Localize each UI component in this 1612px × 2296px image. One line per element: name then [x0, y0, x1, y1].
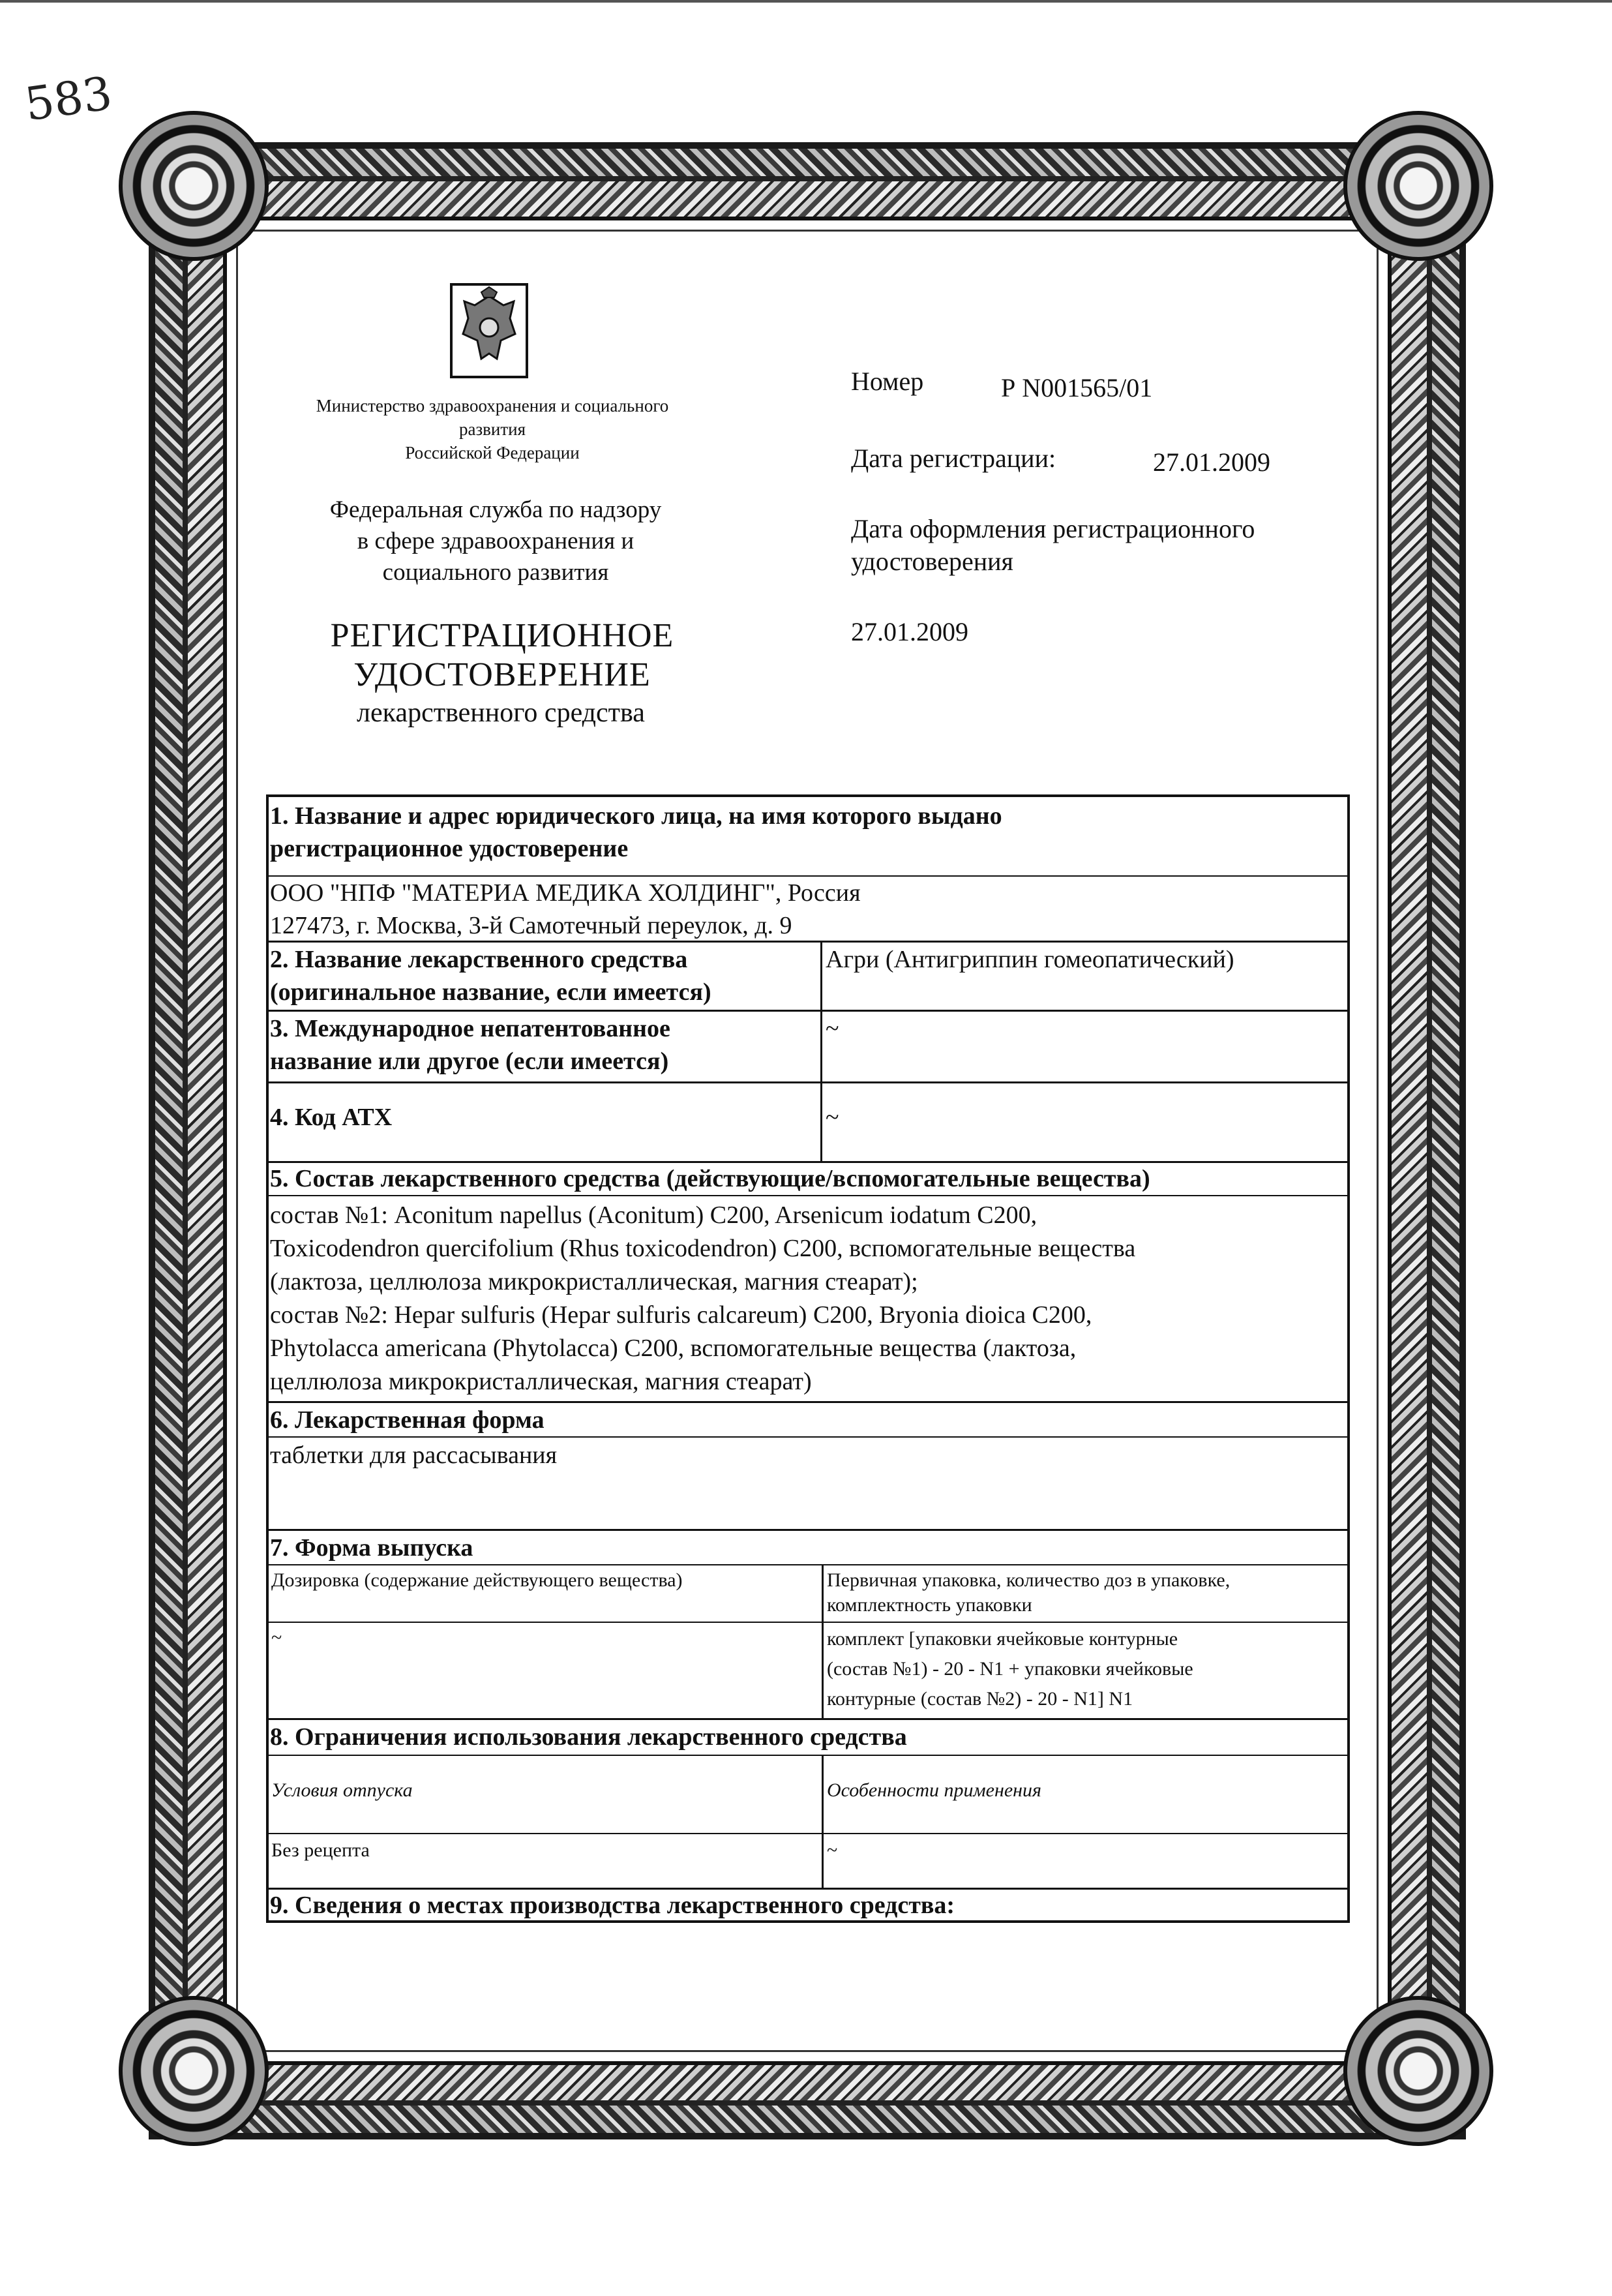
ministry-name — [316, 394, 668, 464]
heading-line: название или другое (если имеется) — [270, 1048, 669, 1075]
dosage-column-header: Дозировка (содержание действующего вещества) — [271, 1569, 683, 1591]
value-line: 127473, г. Москва, 3-й Самотечный переулок, д. 9 — [270, 912, 792, 939]
composition-line: целлюлоза микрокристаллическая, магния стеарат) — [270, 1368, 812, 1395]
packaging-line: комплект [упаковки ячейковые контурные — [827, 1628, 1178, 1650]
composition-line: состав №2: Hepar sulfuris (Hepar sulfuris calcareum) C200, Bryonia dioica C200, — [270, 1301, 1092, 1329]
document-subtitle: лекарственного средства — [357, 698, 645, 728]
section-4-heading: 4. Код АТХ — [270, 1104, 393, 1131]
section-7-heading: 7. Форма выпуска — [270, 1534, 473, 1562]
header-line: Первичная упаковка, количество доз в упаковке, — [827, 1569, 1231, 1591]
section-9-heading: 9. Сведения о местах производства лекарственного средства: — [270, 1892, 955, 1919]
composition-line: состав №1: Aconitum napellus (Aconitum) C200, Arsenicum iodatum C200, — [270, 1201, 1037, 1229]
section-1-heading — [270, 800, 1002, 865]
ministry-line: Министерство здравоохранения и социального — [316, 396, 669, 415]
dosage-value: ~ — [271, 1627, 282, 1648]
title-line: РЕГИСТРАЦИОННОЕ — [330, 617, 674, 654]
section-1-value — [270, 877, 861, 942]
issue-date-label — [851, 513, 1255, 578]
packaging-column-header — [827, 1568, 1230, 1618]
issue-label-line: Дата оформления регистрационного — [851, 514, 1255, 543]
usage-specifics-header: Особенности применения — [827, 1779, 1041, 1801]
heading-line: (оригинальное название, если имеется) — [270, 978, 711, 1006]
value-line: ООО "НПФ "МАТЕРИА МЕДИКА ХОЛДИНГ", Россия — [270, 879, 861, 907]
issue-date-value: 27.01.2009 — [851, 617, 968, 646]
section-2-value: Агри (Антигриппин гомеопатический) — [826, 946, 1234, 973]
issue-label-line: удостоверения — [851, 547, 1013, 576]
service-line: социального развития — [382, 559, 609, 586]
section-3-value: ~ — [826, 1015, 839, 1042]
section-5-heading: 5. Состав лекарственного средства (действующие/вспомогательные вещества) — [270, 1165, 1150, 1192]
section-3-heading — [270, 1012, 670, 1078]
dispensing-conditions-header: Условия отпуска — [271, 1779, 413, 1801]
title-line: УДОСТОВЕРЕНИЕ — [353, 656, 651, 693]
corner-rosette-bottom-right — [1343, 1996, 1493, 2146]
packaging-line: (состав №1) - 20 - N1 + упаковки ячейковые — [827, 1658, 1193, 1680]
composition-line: Phytolacca americana (Phytolacca) C200, вспомогательные вещества (лактоза, — [270, 1335, 1077, 1362]
heading-line: 2. Название лекарственного средства — [270, 946, 688, 973]
heading-line: 1. Название и адрес юридического лица, на имя которого выдано — [270, 802, 1002, 830]
dispensing-conditions-value: Без рецепта — [271, 1839, 370, 1861]
number-label: Номер — [851, 367, 924, 396]
corner-rosette-top-left — [119, 111, 269, 261]
service-line: Федеральная служба по надзору — [329, 496, 662, 523]
service-line: в сфере здравоохранения и — [357, 528, 634, 554]
composition-line: Toxicodendron quercifolium (Rhus toxicodendron) C200, вспомогательные вещества — [270, 1235, 1136, 1262]
registration-table — [266, 794, 1350, 1923]
packaging-value — [827, 1624, 1193, 1714]
number-value: Р N001565/01 — [1001, 373, 1153, 402]
heading-line: регистрационное удостоверение — [270, 835, 629, 862]
composition-line: (лактоза, целлюлоза микрокристаллическая, магния стеарат); — [270, 1268, 918, 1295]
registration-date-value: 27.01.2009 — [1153, 447, 1270, 477]
section-6-value: таблетки для рассасывания — [270, 1442, 558, 1469]
registration-date-label: Дата регистрации: — [851, 444, 1056, 473]
scan-top-edge — [0, 0, 1612, 3]
section-4-value: ~ — [826, 1104, 839, 1131]
corner-rosette-bottom-left — [119, 1996, 269, 2146]
heading-line: 3. Международное непатентованное — [270, 1015, 670, 1042]
packaging-line: контурные (состав №2) - 20 - N1] N1 — [827, 1688, 1133, 1710]
section-2-heading — [270, 943, 711, 1008]
ministry-line: развития — [458, 419, 526, 439]
document-title — [331, 616, 674, 695]
section-5-composition — [270, 1199, 1135, 1398]
section-6-heading: 6. Лекарственная форма — [270, 1406, 545, 1434]
corner-rosette-top-right — [1343, 111, 1493, 261]
ministry-line: Российской Федерации — [405, 443, 580, 462]
header-line: комплектность упаковки — [827, 1594, 1032, 1616]
coat-of-arms-emblem — [449, 282, 530, 380]
usage-specifics-value: ~ — [827, 1839, 838, 1861]
service-name — [330, 494, 661, 588]
section-8-heading: 8. Ограничения использования лекарственного средства — [270, 1723, 907, 1751]
handwritten-page-number: 583 — [22, 66, 115, 132]
